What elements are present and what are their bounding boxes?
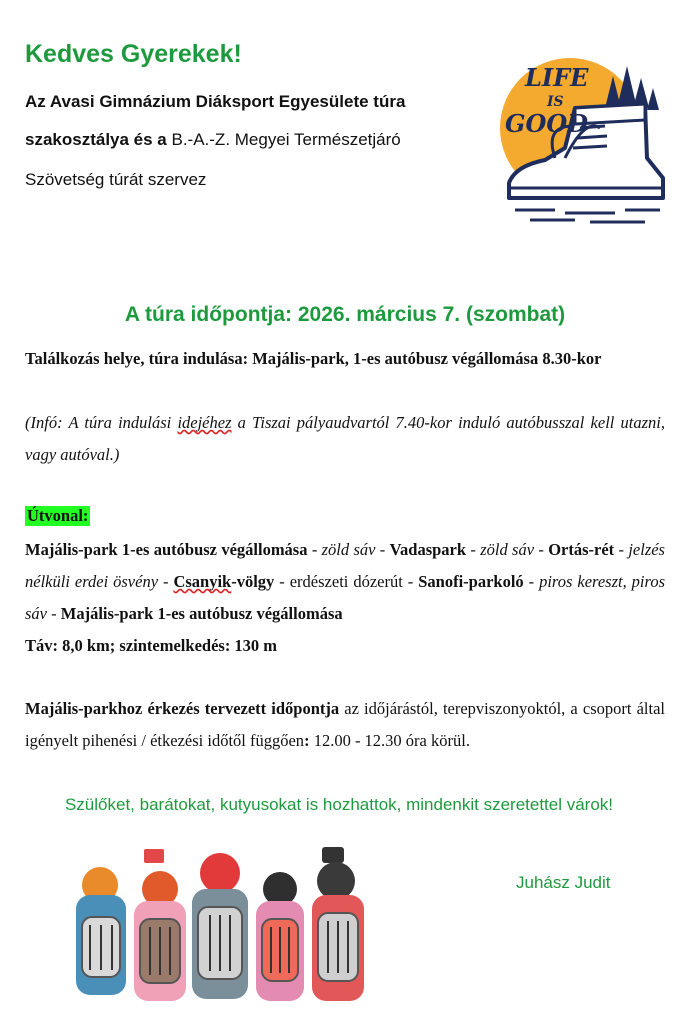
hikers-illustration: [60, 845, 380, 1010]
route-paragraph: Majális-park 1-es autóbusz végállomása - zöld sáv - Vadaspark - zöld sáv - Ortás-rét - jelzés nélküli erdei ösvény - Csanyik-völgy - erdészeti dózerút - Sanofi-parkoló - piros kereszt, piros sáv - Majális-park 1-es autóbusz végállomása: [25, 540, 665, 623]
distance-line: Táv: 8,0 km; szintemelkedés: 130 m: [25, 636, 278, 655]
logo-text-is: IS: [547, 94, 564, 110]
hiking-boot-icon: [495, 48, 670, 238]
date-heading: A túra időpontja: 2026. március 7. (szombat): [124, 303, 566, 326]
hikers-backpacks-icon: [60, 845, 380, 1010]
route-label: Útvonal:: [27, 506, 89, 525]
intro-line-1: Az Avasi Gimnázium Diáksport Egyesülete túra: [25, 92, 406, 111]
parents-invitation: Szülőket, barátokat, kutyusokat is hozhattok, mindenkit szeretettel várok!: [64, 795, 614, 814]
arrival-paragraph: Majális-parkhoz érkezés tervezett időpontja az időjárástól, terepviszonyoktól, a csoport által igényelt pihenési / étkezési időtől függően: 12.00 - 12.30 óra körül.: [25, 699, 665, 750]
life-is-good-logo: [495, 48, 670, 238]
info-paragraph: (Infó: A túra indulási idejéhez a Tiszai pályaudvartól 7.40-kor induló autóbusszal kell utazni, vagy autóval.): [25, 413, 665, 464]
meeting-paragraph: Találkozás helye, túra indulása: Majális-park, 1-es autóbusz végállomása 8.30-kor: [25, 349, 602, 368]
logo-text-good: GOOD: [505, 109, 589, 138]
signature: Juhász Judit: [516, 873, 611, 892]
logo-text-life: LIFE: [525, 63, 589, 92]
intro-line-2: szakosztálya és a B.-A.-Z. Megyei Természetjáró: [25, 130, 401, 149]
greeting-heading: Kedves Gyerekek!: [25, 40, 242, 68]
intro-line-3: Szövetség túrát szervez: [25, 170, 207, 189]
